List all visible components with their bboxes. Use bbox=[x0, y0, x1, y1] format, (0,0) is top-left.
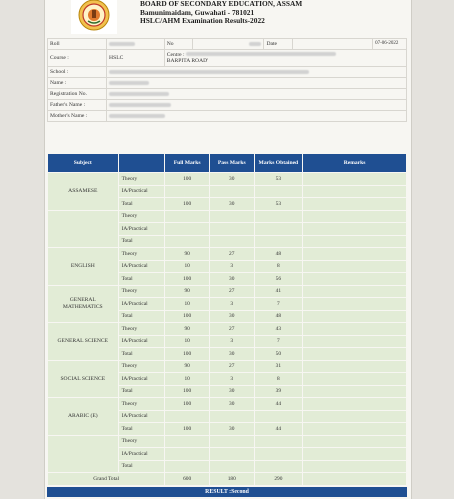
subject-name: ARABIC (E) bbox=[48, 398, 119, 436]
marks-obtained-cell: 39 bbox=[254, 385, 303, 398]
component-cell: Total bbox=[118, 423, 165, 436]
marks-obtained-cell: 48 bbox=[254, 310, 303, 323]
component-cell: Total bbox=[118, 460, 165, 473]
remarks-cell bbox=[303, 398, 407, 411]
component-cell: IA/Practical bbox=[118, 260, 165, 273]
component-cell: IA/Practical bbox=[118, 335, 165, 348]
remarks-cell bbox=[303, 373, 407, 386]
name-label: Name : bbox=[48, 78, 107, 89]
pass-marks-cell: 30 bbox=[209, 198, 254, 211]
full-marks-cell: 90 bbox=[165, 285, 210, 298]
pass-marks-cell bbox=[209, 448, 254, 461]
board-address: Bamunimaidam, Guwahati - 781021 bbox=[140, 7, 255, 17]
pass-marks-cell: 30 bbox=[209, 348, 254, 361]
full-marks-cell: 10 bbox=[165, 298, 210, 311]
centre-tail: BARPITA ROAD' bbox=[166, 58, 209, 64]
info-row-school bbox=[48, 67, 407, 78]
remarks-cell bbox=[303, 410, 407, 423]
pass-marks-cell bbox=[209, 460, 254, 473]
regno-label: Registration No. bbox=[48, 89, 107, 100]
component-cell: IA/Practical bbox=[118, 223, 165, 236]
father-label: Father's Name : bbox=[48, 100, 107, 111]
remarks-cell bbox=[303, 385, 407, 398]
marks-obtained-cell: 48 bbox=[254, 248, 303, 261]
full-marks-cell: 100 bbox=[165, 423, 210, 436]
marks-row bbox=[48, 398, 407, 411]
component-cell: Total bbox=[118, 235, 165, 248]
date-label: Date bbox=[264, 39, 292, 50]
component-cell: Total bbox=[118, 385, 165, 398]
full-marks-cell: 100 bbox=[165, 398, 210, 411]
marks-obtained-cell: 41 bbox=[254, 285, 303, 298]
component-cell: Total bbox=[118, 348, 165, 361]
component-cell: Theory bbox=[118, 285, 165, 298]
remarks-cell bbox=[303, 323, 407, 336]
full-marks-cell bbox=[165, 210, 210, 223]
mother-label: Mother's Name : bbox=[48, 111, 107, 122]
grand-total-obtained: 290 bbox=[254, 473, 303, 486]
pass-marks-cell: 27 bbox=[209, 360, 254, 373]
marks-obtained-cell bbox=[254, 235, 303, 248]
remarks-cell bbox=[303, 310, 407, 323]
marks-obtained-cell: 7 bbox=[254, 298, 303, 311]
no-value bbox=[192, 39, 264, 50]
info-row-name bbox=[48, 78, 407, 89]
marks-row bbox=[48, 173, 407, 186]
remarks-cell bbox=[303, 173, 407, 186]
marks-obtained-cell bbox=[254, 435, 303, 448]
component-cell: Theory bbox=[118, 360, 165, 373]
marks-obtained-cell bbox=[254, 223, 303, 236]
info-row-regno bbox=[48, 89, 407, 100]
pass-marks-cell: 3 bbox=[209, 260, 254, 273]
remarks-cell bbox=[303, 435, 407, 448]
remarks-cell bbox=[303, 260, 407, 273]
marks-obtained-cell: 50 bbox=[254, 348, 303, 361]
marks-obtained-cell: 44 bbox=[254, 398, 303, 411]
remarks-cell bbox=[303, 335, 407, 348]
full-marks-cell bbox=[165, 435, 210, 448]
board-name: BOARD OF SECONDARY EDUCATION, ASSAM bbox=[140, 0, 303, 8]
grand-total-label: Grand Total bbox=[48, 473, 165, 486]
remarks-cell bbox=[303, 423, 407, 436]
full-marks-cell bbox=[165, 223, 210, 236]
remarks-cell bbox=[303, 198, 407, 211]
full-marks-cell: 100 bbox=[165, 273, 210, 286]
marks-obtained-cell bbox=[254, 185, 303, 198]
pass-marks-cell: 30 bbox=[209, 423, 254, 436]
marks-row bbox=[48, 285, 407, 298]
pass-marks-cell: 27 bbox=[209, 248, 254, 261]
info-row-course bbox=[48, 50, 407, 67]
info-row-roll bbox=[48, 39, 407, 50]
marks-obtained-cell: 56 bbox=[254, 273, 303, 286]
mother-value bbox=[107, 111, 407, 122]
marks-obtained-cell bbox=[254, 448, 303, 461]
pass-marks-cell: 30 bbox=[209, 398, 254, 411]
school-label: School : bbox=[48, 67, 107, 78]
marks-obtained-cell bbox=[254, 210, 303, 223]
subject-name bbox=[48, 210, 119, 248]
remarks-cell bbox=[303, 348, 407, 361]
component-cell: Theory bbox=[118, 248, 165, 261]
marks-obtained-cell: 43 bbox=[254, 323, 303, 336]
component-cell: IA/Practical bbox=[118, 298, 165, 311]
col-pass-marks: Pass Marks bbox=[209, 154, 254, 173]
component-cell: IA/Practical bbox=[118, 185, 165, 198]
board-header bbox=[47, 0, 407, 38]
marks-table bbox=[47, 153, 407, 486]
subject-name bbox=[48, 435, 119, 473]
marks-obtained-cell: 31 bbox=[254, 360, 303, 373]
pass-marks-cell: 27 bbox=[209, 285, 254, 298]
school-value bbox=[107, 67, 407, 78]
pass-marks-cell: 30 bbox=[209, 273, 254, 286]
marks-row bbox=[48, 323, 407, 336]
pass-marks-cell: 3 bbox=[209, 335, 254, 348]
pass-marks-cell: 30 bbox=[209, 385, 254, 398]
full-marks-cell: 100 bbox=[165, 198, 210, 211]
subject-name: GENERAL SCIENCE bbox=[48, 323, 119, 361]
info-row-father bbox=[48, 100, 407, 111]
full-marks-cell bbox=[165, 460, 210, 473]
pass-marks-cell bbox=[209, 210, 254, 223]
date-value: 07-06-2022 bbox=[373, 39, 407, 50]
centre-cell bbox=[164, 50, 406, 67]
full-marks-cell: 10 bbox=[165, 260, 210, 273]
pass-marks-cell bbox=[209, 185, 254, 198]
full-marks-cell: 90 bbox=[165, 360, 210, 373]
marks-obtained-cell bbox=[254, 460, 303, 473]
full-marks-cell bbox=[165, 185, 210, 198]
result-banner: RESULT :Second bbox=[47, 487, 407, 497]
full-marks-cell: 10 bbox=[165, 335, 210, 348]
pass-marks-cell: 30 bbox=[209, 310, 254, 323]
father-value bbox=[107, 100, 407, 111]
header-text bbox=[140, 0, 302, 26]
pass-marks-cell bbox=[209, 235, 254, 248]
remarks-cell bbox=[303, 360, 407, 373]
full-marks-cell bbox=[165, 448, 210, 461]
remarks-cell bbox=[303, 248, 407, 261]
marks-obtained-cell: 53 bbox=[254, 173, 303, 186]
no-label: No bbox=[164, 39, 192, 50]
marks-body bbox=[48, 173, 407, 486]
component-cell: IA/Practical bbox=[118, 448, 165, 461]
grand-total-full: 600 bbox=[165, 473, 210, 486]
marks-row bbox=[48, 360, 407, 373]
col-component bbox=[118, 154, 165, 173]
pass-marks-cell: 27 bbox=[209, 323, 254, 336]
pass-marks-cell bbox=[209, 410, 254, 423]
remarks-cell bbox=[303, 460, 407, 473]
pass-marks-cell bbox=[209, 223, 254, 236]
full-marks-cell: 100 bbox=[165, 310, 210, 323]
board-logo-seal-icon bbox=[71, 0, 117, 34]
col-subject: Subject bbox=[48, 154, 119, 173]
col-full-marks: Full Marks bbox=[165, 154, 210, 173]
remarks-cell bbox=[303, 235, 407, 248]
full-marks-cell: 10 bbox=[165, 373, 210, 386]
full-marks-cell: 100 bbox=[165, 173, 210, 186]
subject-name: ASSAMESE bbox=[48, 173, 119, 211]
roll-value bbox=[107, 39, 165, 50]
remarks-cell bbox=[303, 298, 407, 311]
full-marks-cell: 90 bbox=[165, 323, 210, 336]
candidate-info-table bbox=[47, 38, 407, 122]
full-marks-cell: 100 bbox=[165, 385, 210, 398]
remarks-cell bbox=[303, 223, 407, 236]
pass-marks-cell: 3 bbox=[209, 373, 254, 386]
component-cell: Theory bbox=[118, 173, 165, 186]
component-cell: IA/Practical bbox=[118, 410, 165, 423]
component-cell: Total bbox=[118, 273, 165, 286]
component-cell: Theory bbox=[118, 323, 165, 336]
marks-obtained-cell: 44 bbox=[254, 423, 303, 436]
date-spacer bbox=[292, 39, 372, 50]
pass-marks-cell: 3 bbox=[209, 298, 254, 311]
component-cell: Theory bbox=[118, 398, 165, 411]
remarks-cell bbox=[303, 473, 407, 486]
col-marks-obtained: Marks Obtained bbox=[254, 154, 303, 173]
subject-name: GENERAL MATHEMATICS bbox=[48, 285, 119, 323]
centre-label: Centre : bbox=[166, 51, 185, 58]
pass-marks-cell: 30 bbox=[209, 173, 254, 186]
component-cell: Total bbox=[118, 310, 165, 323]
marks-header-row bbox=[48, 154, 407, 173]
marks-obtained-cell: 8 bbox=[254, 373, 303, 386]
exam-title: HSLC/AHM Examination Results-2022 bbox=[140, 16, 265, 26]
full-marks-cell bbox=[165, 235, 210, 248]
remarks-cell bbox=[303, 285, 407, 298]
info-row-mother bbox=[48, 111, 407, 122]
grand-total-pass: 180 bbox=[209, 473, 254, 486]
marks-obtained-cell bbox=[254, 410, 303, 423]
col-remarks: Remarks bbox=[303, 154, 407, 173]
full-marks-cell bbox=[165, 410, 210, 423]
marks-obtained-cell: 7 bbox=[254, 335, 303, 348]
marks-row bbox=[48, 210, 407, 223]
marks-obtained-cell: 8 bbox=[254, 260, 303, 273]
course-value: HSLC bbox=[107, 50, 165, 67]
remarks-cell bbox=[303, 448, 407, 461]
remarks-cell bbox=[303, 273, 407, 286]
component-cell: Theory bbox=[118, 210, 165, 223]
full-marks-cell: 100 bbox=[165, 348, 210, 361]
full-marks-cell: 90 bbox=[165, 248, 210, 261]
marks-row bbox=[48, 435, 407, 448]
component-cell: Total bbox=[118, 198, 165, 211]
component-cell: Theory bbox=[118, 435, 165, 448]
component-cell: IA/Practical bbox=[118, 373, 165, 386]
course-label: Course : bbox=[48, 50, 107, 67]
subject-name: SOCIAL SCIENCE bbox=[48, 360, 119, 398]
name-value bbox=[107, 78, 407, 89]
pass-marks-cell bbox=[209, 435, 254, 448]
remarks-cell bbox=[303, 210, 407, 223]
marks-row bbox=[48, 248, 407, 261]
subject-name: ENGLISH bbox=[48, 248, 119, 286]
remarks-cell bbox=[303, 185, 407, 198]
grand-total-row bbox=[48, 473, 407, 486]
regno-value bbox=[107, 89, 407, 100]
marks-obtained-cell: 53 bbox=[254, 198, 303, 211]
roll-label: Roll bbox=[48, 39, 107, 50]
